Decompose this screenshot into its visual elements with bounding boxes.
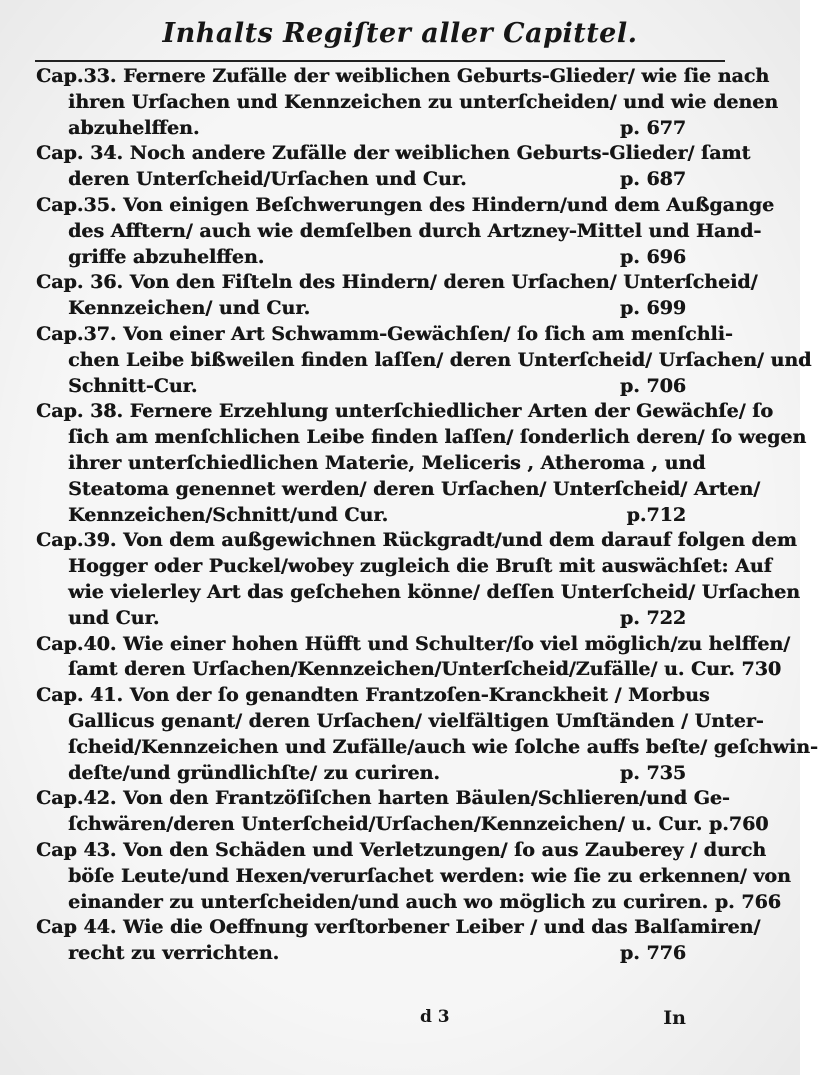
page-reference: p. 696 [619,245,686,268]
entry-line: recht zu verrichten. [68,942,280,965]
entry-line: Hogger oder Puckel/wobey zugleich die Bruſt mit auswächſet: Auf [68,555,772,578]
entry-line: Gallicus genant/ deren Urſachen/ vielfältigen Umſtänden / Unter- [68,709,764,732]
entry-line: Kennzeichen/Schnitt/und Cur. [68,503,389,526]
entry-line: chen Leibe bißweilen finden laſſen/ deren Unterſcheid/ Urſachen/ und [68,348,812,371]
entry-line: ſcheid/Kennzeichen und Zufälle/auch wie ſolche auffs beſte/ geſchwin- [68,735,818,758]
entry-line: Cap 44. Wie die Oeffnung verſtorbener Leiber / und das Balſamiren/ [36,916,761,939]
chapter-entry [36,632,791,684]
entry-line: Cap.40. Wie einer hohen Hüfft und Schulter/ſo viel möglich/zu helffen/ [36,632,791,655]
entry-line: ſchwären/deren Unterſcheid/Urſachen/Kennzeichen/ u. Cur. p.760 [68,813,769,836]
entry-line: ſich am menſchlichen Leibe finden laſſen/ ſonderlich deren/ ſo wegen [68,426,807,449]
chapter-entry [36,270,758,322]
entry-line: Schnitt-Cur. [68,374,198,397]
entry-line: Cap. 36. Von den Fiſteln des Hindern/ deren Urſachen/ Unterſcheid/ [36,271,758,294]
entry-line: Cap.39. Von dem außgewichnen Rückgradt/und dem darauf folgen dem [36,529,797,552]
chapter-entry [36,915,761,967]
entry-line: deſte/und gründlichſte/ zu curiren. [68,761,440,784]
entry-line: wie vielerley Art das geſchehen könne/ deſſen Unterſcheid/ Urſachen [68,580,800,603]
entry-line: böſe Leute/und Hexen/verurſachet werden: wie ſie zu erkennen/ von [68,864,791,887]
entry-line: des Afftern/ auch wie demſelben durch Artzney-Mittel und Hand- [68,219,762,242]
entry-line: Cap 43. Von den Schäden und Verletzungen/ ſo aus Zauberey / durch [36,838,767,861]
page-reference: p. 735 [619,761,686,784]
entry-line: ihren Urſachen und Kennzeichen zu unterſcheiden/ und wie denen [68,90,779,113]
entry-line: abzuhelffen. [68,116,200,139]
page-reference: p.712 [626,503,686,526]
chapter-entry [36,399,807,528]
chapter-entry [36,141,751,193]
page-reference: p. 687 [619,168,686,191]
entry-line: ſamt deren Urſachen/Kennzeichen/Unterſcheid/Zufälle/ u. Cur. 730 [68,658,782,681]
entry-line: griffe abzuhelffen. [68,245,265,268]
chapter-list [36,64,818,967]
page-reference: p. 699 [619,297,686,320]
entry-line: und Cur. [68,606,160,629]
catchword: In [663,1007,686,1029]
chapter-entry [36,838,791,915]
entry-line: Kennzeichen/ und Cur. [68,297,311,320]
chapter-entry [36,193,775,270]
entry-line: Cap.35. Von einigen Beſchwerungen des Hindern/und dem Außgange [36,193,775,216]
entry-line: deren Unterſcheid/Urſachen und Cur. [68,168,467,191]
entry-line: einander zu unterſcheiden/und auch wo möglich zu curiren. p. 766 [68,890,781,913]
chapter-entry [36,528,800,631]
entry-line: Cap.42. Von den Frantzöſiſchen harten Bäulen/Schlieren/und Ge- [36,787,730,810]
chapter-entry [36,683,818,786]
entry-line: Cap.33. Fernere Zufälle der weiblichen Geburts-Glieder/ wie ſie nach [36,65,770,87]
signature-mark: d 3 [420,1007,450,1027]
page-reference: p. 677 [619,116,686,139]
entry-line: Cap. 38. Fernere Erzehlung unterſchiedlicher Arten der Gewächſe/ ſo [36,400,773,423]
page-header: Inhalts Regiſter aller Capittel. [162,18,638,49]
chapter-entry [36,64,779,141]
chapter-entry [36,322,812,399]
entry-line: Steatoma genennet werden/ deren Urſachen/ Unterſcheid/ Arten/ [68,477,761,500]
entry-line: Cap. 34. Noch andere Zufälle der weiblichen Geburts-Glieder/ ſamt [36,142,751,165]
page-reference: p. 722 [619,606,686,629]
entry-line: ihrer unterſchiedlichen Materie, Meliceris , Atheroma , und [68,451,706,474]
chapter-entry [36,786,769,838]
page-reference: p. 706 [619,374,686,397]
entry-line: Cap. 41. Von der ſo genandten Frantzoſen-Kranckheit / Morbus [36,684,710,707]
page-reference: p. 776 [619,942,686,965]
entry-line: Cap.37. Von einer Art Schwamm-Gewächſen/ ſo ſich am menſchli- [36,322,733,345]
header-rule [35,60,725,62]
